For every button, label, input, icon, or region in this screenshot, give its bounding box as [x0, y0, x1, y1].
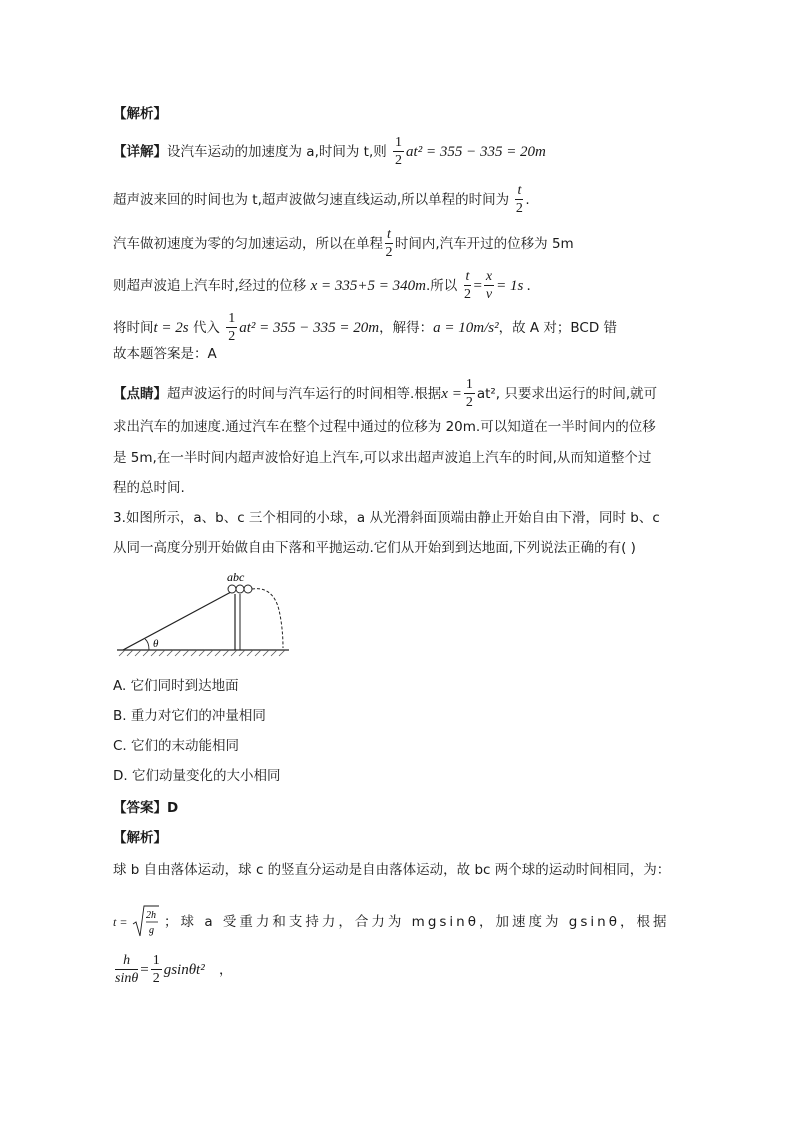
projectile-path: [252, 589, 283, 648]
ball-labels: abc: [227, 570, 245, 584]
detail-line: [113, 136, 546, 168]
note-line-2: 求出汽车的加速度.通过汽车在整个过程中通过的位移为 20m.可以知道在一半时间内的位移: [113, 419, 656, 435]
text-line-3: 汽车做初速度为零的匀加速运动，所以在单程 $\frac{t}{2}$ 时间内,汽车开过的位移为 5m: [113, 227, 574, 260]
incline-line: [123, 592, 231, 650]
analysis-header-2: 【解析】: [113, 830, 167, 846]
note-line-1: 【点睛】超声波运行的时间与汽车运行的时间相等.根据x = $\frac{1}{2}$ at², 只要求出运行的时间,就可: [113, 377, 658, 410]
answer-label: 【答案】D: [113, 800, 179, 816]
detail-text: 设汽车运动的加速度为 a,时间为 t,则: [167, 144, 387, 160]
t-half-fraction-2: $\frac{t}{2}$: [385, 227, 393, 260]
ball-a: [228, 585, 236, 593]
note-line-3: 是 5m,在一半时间内超声波恰好追上汽车,可以求出超声波追上汽车的时间,从而知道整个过: [113, 450, 652, 466]
ball-b: [236, 585, 244, 593]
answer-line: 故本题答案是：A: [113, 346, 217, 362]
question-3-line-2: 从同一高度分别开始做自由下落和平抛运动.它们从开始到到达地面,下列说法正确的有( ): [113, 540, 636, 556]
option-a: A. 它们同时到达地面: [113, 678, 239, 694]
detail-label: 【详解】: [113, 144, 167, 160]
text-line-5: 将时间t = 2s 代入 $\frac{1}{2}$ at² = 355 − 335 = 20m，解得：a = 10m/s²，故 A 对；BCD 错: [113, 311, 618, 344]
ball-c: [244, 585, 252, 593]
half-fraction-4: $\frac{1}{2}$: [152, 953, 160, 986]
svg-text:g: g: [148, 925, 154, 936]
svg-text:2h: 2h: [145, 910, 156, 921]
solution-line-1: 球 b 自由落体运动，球 c 的竖直分运动是自由落体运动，故 bc 两个球的运动时间相同，为：: [113, 862, 671, 878]
half-fraction: $\frac{1}{2}$: [395, 135, 403, 168]
t-half-fraction: $\frac{t}{2}$: [515, 183, 523, 216]
angle-label: θ: [153, 638, 159, 650]
h-over-sin-fraction: $\frac{h}{\sin\theta}$: [115, 953, 139, 986]
question-3-line-1: 3.如图所示，a、b、c 三个相同的小球，a 从光滑斜面顶端由静止开始自由下滑，同时 b、c: [113, 510, 660, 526]
text-line-4: 则超声波追上汽车时,经过的位移 x = 335+5 = 340m.所以 $\frac{t}{2}$ = $\frac{x}{v}$ = 1s .: [113, 269, 531, 302]
text-line-2: 超声波来回的时间也为 t,超声波做匀速直线运动,所以单程的时间为 $\frac{t}{2}$ .: [113, 183, 530, 216]
t-half-fraction-3: $\frac{t}{2}$: [463, 269, 471, 302]
note-line-4: 程的总时间.: [113, 480, 185, 496]
analysis-header: 【解析】: [113, 106, 167, 122]
option-c: C. 它们的末动能相同: [113, 738, 240, 754]
angle-arc: [145, 639, 149, 650]
half-fraction-3: $\frac{1}{2}$: [465, 377, 473, 410]
x-over-v-fraction: $\frac{x}{v}$: [485, 269, 493, 302]
solution-line-2: t = 2h g ；球 a 受重力和支持力，合力为 mgsinθ，加速度为 gsinθ，根据: [113, 904, 669, 940]
option-d: D. 它们动量变化的大小相同: [113, 768, 281, 784]
half-fraction-2: $\frac{1}{2}$: [228, 311, 236, 344]
option-b: B. 重力对它们的冲量相同: [113, 708, 266, 724]
sqrt-expression: [132, 904, 160, 940]
solution-line-3: $\frac{h}{\sin\theta}$ = $\frac{1}{2}$ gsinθt² ，: [115, 953, 233, 986]
incline-diagram: [113, 570, 293, 660]
ground-hatch: [119, 650, 285, 656]
equation-1: at² = 355 − 335 = 20m: [406, 144, 546, 160]
